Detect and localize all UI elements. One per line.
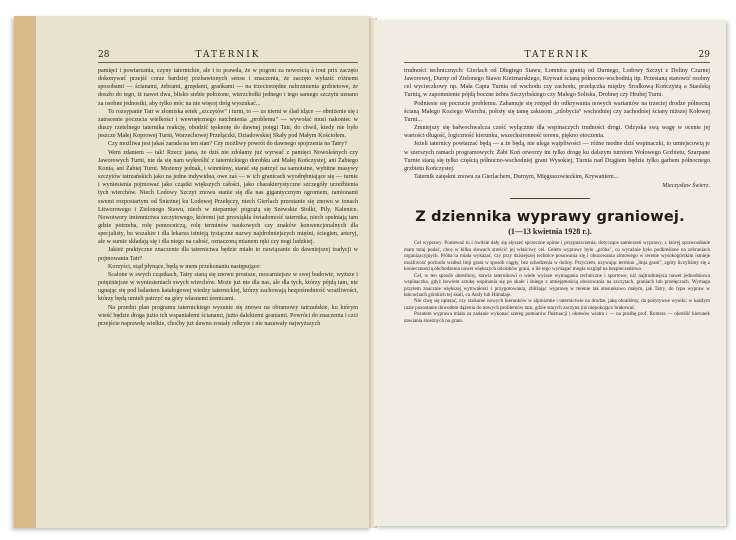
article-body: [404, 240, 710, 324]
paragraph: Scalone w swych cząstkach, Tatry staną się znowu prostsze, mocarniejsze w swej budowie, wyższe i potężniejsze w wyniesieniach swych wierchów. Może już nie dla nas, ale dla tych, którzy pójdą tam, nie ugnając się pod balastem katalogowej wiedzy taternickiej, którzy zachowają bezpośredniość wrażliwości, którzy będą umieli patrzyć na góry własnemi źrenicami.: [98, 271, 358, 303]
paragraph: Taternik zatęskni znowu za Gierlachem, Durnym, Mięguszowieckim, Krywaniem...: [414, 174, 619, 181]
paragraph: To rozsypanie Tatr w złomiska setek „szczytów" i turni, to — za niemi w ślad idące — obniżenie się i zatracenie poczucia wielkości i wewnętrznego natchnienia „problemu" — wywołać musi nakoniec w duszy rzetelnego taternika reakcję, obudzić tęsknotę do dawnej potęgi Tatr, do chwil, kiedy nie było jeszcze Małej Koprowej Turni, Warzechowej Przełączki, Dziadowskiej Skały pod Małym Kościołem.: [98, 108, 358, 140]
right-text-column: [404, 67, 710, 190]
left-running-title: TATERNIK: [195, 50, 261, 60]
paragraph: Na przedni plan programu taternickiego wysunie się znowu na obramowy tatrzańskie, ku którym wieść będzie droga jużto ich wspaniałemi ścianami, jużto dalekiemi graniami. Powróci do znaczenia i czci przejście naprawdę wielkie, choćby już dawno zostały odkryte i nie nasuwały najwyższych: [98, 304, 358, 327]
book-spread: [14, 8, 730, 534]
paragraph: Wem zdaniem — tak! Rzecz jasna, że dziś nie zdołamy już wyrwać z pamięci Nowoleśnych czy Jaworowych Turni, nie da się nam wykreślić z taternickiego dorobku ani Małej Kończystej, ani Żabiego Konia, ani Żabiej Turni. Możemy jednak, i winniśmy, starać się patrzyć na samoistne, wybitne masywy szczytów tatrzańskich jako na jedne indywidua, owe zaś — w ich granicach wyodrębniające się — turnie i wyniesienia pojmować jako cząstki większych całości, jako charakterystyczne szczegóły urzeźbienia tych wierchów. Niech Lodowy Szczyt znowu stanie się dla nas gigantycznym ogromem, ramionami swemi rozpostartym od Śnieżnej ku Lodowej Przełęczy, niech Gierlach przestanie się znowu w tonach Litworowego i Zielonego Stawu, niech w niepamięć pogrążą się Szewskie Stołki, Pily, Kalenice. Nowotwory imiennictwa szczytowego, któremi już przesiąkła świadomość taternika, niech spełniają tam gdzie potrzeba, rolę pomocniczą, rolę terminów naukowych czy znaków konwencjonalnych dla specjalisty, bo wszakże i dla lekarza istnieją tysiączne nazwy najdrobniejszych mięśni, ściegien, arteryj, ale w sumie składają się i dla niego na całość, oznaczoną mianem ręki czy nogi ludzkiej.: [98, 149, 358, 246]
right-page-number: 29: [698, 50, 710, 60]
paragraph: pamięci i powtarzania, czyny taternickie, ale i to prawda, że w pogoni za nowością à tout prix zaczęto dokonywać przejść coraz bardziej pozbawionych sensu i znaczenia, że zaczęto wyłazić różnemi sposobami — ścianami, żebrami, grzędami, grańkami — na trzeciorzędne nabrzmienia grzbietowe, że doszło do tego, iż nawet dwa, blisko siebie położone, wierzchołki jednego i tego samego szczytu uznano za osobne jednostki, aby tylko móc na nie więcej dróg wyszukać...: [98, 68, 358, 107]
paragraph: Czy możliwa jest jakaś zarada na ten stan? Czy możliwy powrót do dawnego spojrzenia na Tatry?: [108, 141, 347, 148]
paragraph: Jeżeli taternicy powtarzać będą — a że będą, nie ulega wątpliwości — różne modne dziś wspinaczki, to umiejscowią je w szerszych ramach programowych: Żabi Koń otworzy im tylko drogę ku dalszym turniom Wołowego Grzbietu, Szarpane Turnie staną się tylko częścią północno-wschodniej grani Wysokiej, Turnia nad Drągiem będzie tylko garbem północnego grzbietu Kończystej.: [404, 141, 710, 172]
left-page: [14, 16, 372, 528]
right-page-header: [404, 50, 710, 63]
paragraph: Cel, w ten sposób określony, stawia taternikowi o wiele wyższe wymagania techniczne i sportowe, niż najtrudniejsza nawet jednodniowa wspinaczka, gdyż bowiem sztukę wspinania się po skale i śniegu z umiejętnością obozowania na szczytach, graniach lub przełęczach. Wymaga przytem znacznie większej wytrwałości i przygotowania, zbliżając wyprawę w terenie tak stosunkowo małym, jak Tatry, do typu wypraw w łańcuchach górskich tej skali, co Andy lub Himalaje.: [404, 272, 710, 298]
article-subtitle: (1—13 kwietnia 1928 r.).: [508, 227, 592, 237]
right-page: [374, 20, 726, 526]
article-title: Z dziennika wyprawy graniowej.: [415, 209, 685, 226]
paragraph: Nie chcę się upierać, czy szukanie nowych kierunków w alpinizmie i taternictwie na drodze, jaką obraliśmy, da pozytywne wyniki; w każdym razie pozostanie dowodem dążenia do nowych problemów tam, gdzie starych zaczyna już niepokojąco brakować.: [404, 298, 710, 311]
paragraph: Pozatem wyprawa miała za zadanie wykonać szereg pomiarów fluktuacji i okresów wiatru i — na prośbę prof. Romera — określić kierunek nawiania śnieżnych na grani.: [404, 311, 710, 324]
left-text-column: [98, 67, 358, 328]
paragraph: Cel wyprawy. Ponieważ tu i ówdzie dały się słyszeć sprzeczne opinie i przypuszczenia, dotyczące zamierzeń wyprawy, z której sprawozdanie mam tutaj podać, chcę w kilku słowach streścić jej właściwy cel. Celem wyprawy było „próba", co wyraźnie było podkreślane na zebraniach organizacyjnych. Próba ta miała wykazać, czy przy dzisiejszej technice posuwania się i obozowania zimowego w terenie wysokogórskim istnieje możliwość pochodu wzdłuż linji grani w sposób ciągły, bez schodzenia w doliny. Przyczem, uzywając terminu „linja grani", zgóry liczyliśmy się z koniecznością obchodzenia nawet większych odcinków grani, o ile tego wymagać mogła wzgląd na bezpieczeństwo.: [404, 240, 710, 273]
author-signature: Mieczysław Świerz.: [662, 183, 710, 190]
left-page-number: 28: [98, 50, 110, 60]
left-page-header: [98, 50, 358, 63]
paragraph: trudności technicznych: Gierlach od Długiego Stawu, Łomnica granią od Durnego, Lodowy Szczyt z Doliny Czarnej Jaworowej, Durny od Zielonego Stawu Kieżmarskiego, Krywań ścianą północno-wschodnią itp. Przestaną stanowić osobny cel wycieczkowy np. Mała Capia Turnia od wschodu czy zachodu, przełączka między Środkową Kończystą a Staolską Turnią, w zapomnienie pójdą boczne żebra Szczyrbskiego czy Małego Soliska, Drobnej czy Hrubej Turni.: [404, 68, 710, 99]
right-running-title: TATERNIK: [524, 50, 590, 60]
section-divider: [510, 198, 590, 199]
paragraph: Podniesie się poczucie problemu. Zahamuje się rozpęd do odkrywania nowych wariantów na trzeciej drodze północną ścianą Małego Koziego Wierchu, położy się tamę zakusom „zdobycia" wschodniej czy zachodniej ściany niższej Kołowej Turni...: [404, 100, 710, 123]
paragraph: Korzyści, stąd płynące, będą w mem przekonaniu następujące:: [108, 263, 261, 270]
paragraph: Jakież praktyczne znaczenie dla taternictwa będzie miało to nawiązanie do dawniejszej tradycji w pojmowaniu Tatr?: [98, 247, 358, 262]
paragraph: Zmniejszy się bałwochwalcza cześć wyłącznie dla wspinaczych trudności drogi. Odzyska swą wagę w ocenie jej wartości długość, logiczność kierunku, wszechstronność terenu, piękno otoczenia.: [404, 125, 710, 140]
